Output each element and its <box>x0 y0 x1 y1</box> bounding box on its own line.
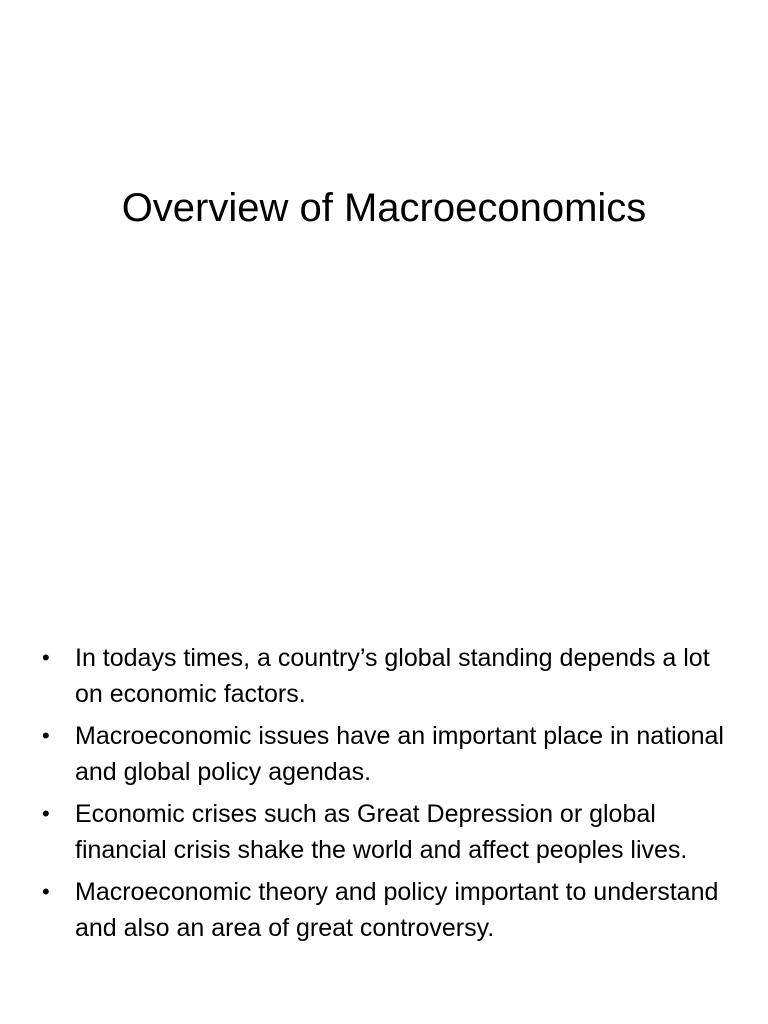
bullet-dot-icon: • <box>42 801 50 826</box>
slide-title: Overview of Macroeconomics <box>121 186 647 230</box>
bullet-text: Macroeconomic issues have an important place in national and global policy agendas. <box>75 722 724 786</box>
bullet-text: Macroeconomic theory and policy important to understand and also an area of great controversy. <box>75 878 719 942</box>
bullet-dot-icon: • <box>42 645 50 670</box>
bullet-item <box>42 874 732 946</box>
bullet-list <box>42 640 732 952</box>
bullet-dot-icon: • <box>42 723 50 748</box>
bullet-item <box>42 640 732 712</box>
bullet-text: In todays times, a country’s global standing depends a lot on economic factors. <box>75 644 710 708</box>
bullet-dot-icon: • <box>42 879 50 904</box>
bullet-text: Economic crises such as Great Depression or global financial crisis shake the world and affect peoples lives. <box>75 800 688 864</box>
bullet-item <box>42 718 732 790</box>
bullet-item <box>42 796 732 868</box>
